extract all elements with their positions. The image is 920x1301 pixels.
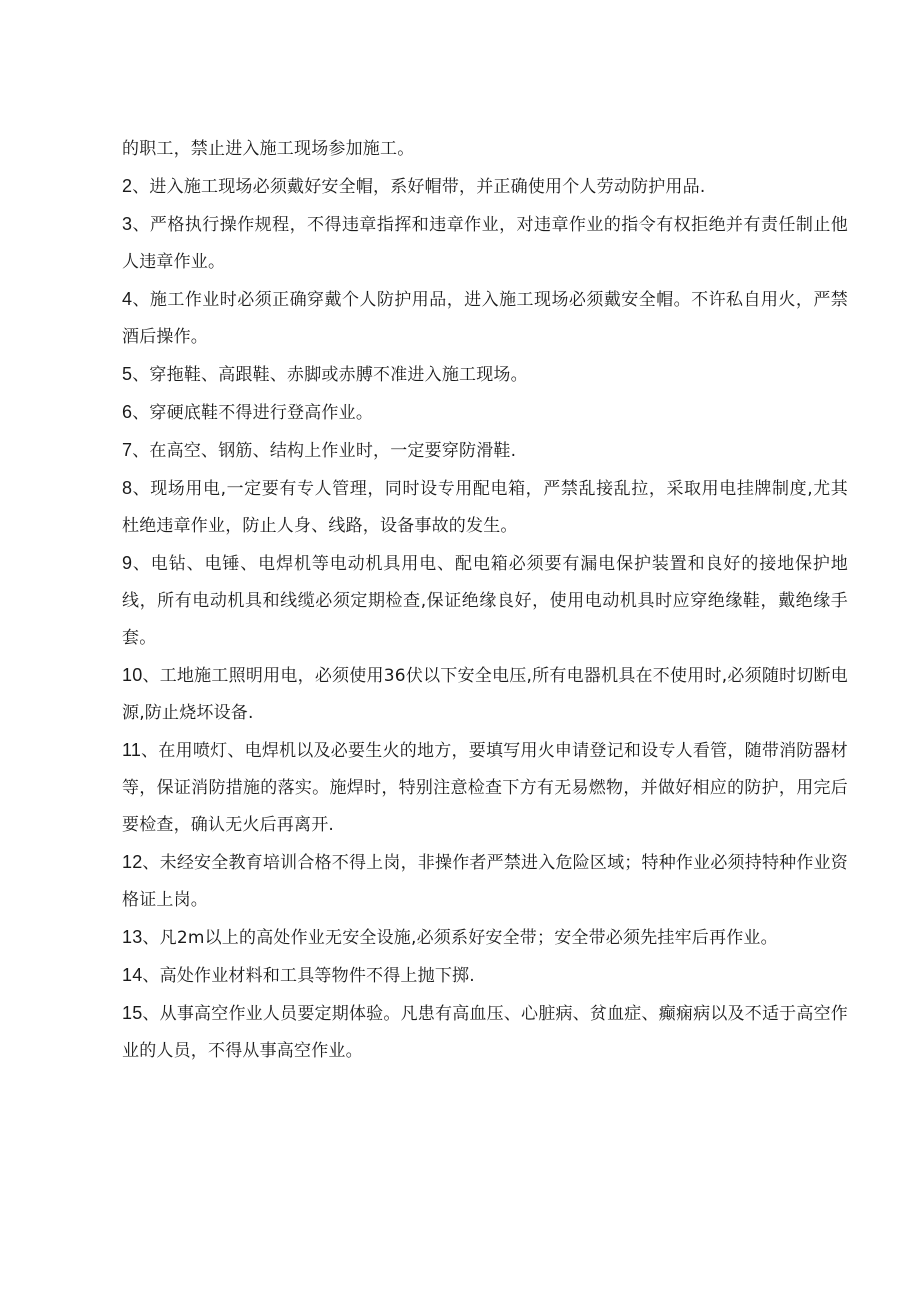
rule-item-14 (122, 957, 848, 995)
paragraph-number: 13 (122, 927, 143, 947)
paragraph-number: 3 (122, 214, 133, 234)
safety-rules-text (122, 130, 848, 1070)
rule-item-11 (122, 732, 848, 844)
paragraph-number: 6 (122, 402, 133, 422)
paragraph-number: 2 (122, 176, 133, 196)
paragraph-number: 10 (122, 665, 143, 685)
paragraph-text: 、在高空、钢筋、结构上作业时，一定要穿防滑鞋. (132, 441, 517, 461)
paragraph-number: 4 (122, 289, 133, 309)
rule-item-12 (122, 844, 848, 919)
paragraph-number: 8 (122, 478, 133, 498)
rule-item-10 (122, 657, 848, 732)
rule-item-6 (122, 394, 848, 432)
paragraph-text: 、在用喷灯、电焊机以及必要生火的地方，要填写用火申请登记和设专人看管，随带消防器材等，保证消防措施的落实。施焊时，特别注意检查下方有无易燃物，并做好相应的防护，用完后要检查，确认无火后再离开. (122, 741, 848, 835)
paragraph-text: 、现场用电,一定要有专人管理，同时设专用配电箱，严禁乱接乱拉，采取用电挂牌制度,尤其杜绝违章作业，防止人身、线路，设备事故的发生。 (122, 479, 848, 536)
rule-item-2 (122, 168, 848, 206)
rule-item-8 (122, 470, 848, 545)
paragraph-text: 、未经安全教育培训合格不得上岗，非操作者严禁进入危险区域；特种作业必须持特种作业资格证上岗。 (122, 853, 848, 910)
paragraph-number: 7 (122, 440, 133, 460)
rule-item-9 (122, 545, 848, 657)
paragraph-text: 、工地施工照明用电，必须使用36伏以下安全电压,所有电器机具在不使用时,必须随时切断电源,防止烧坏设备. (122, 666, 848, 723)
rule-item-15 (122, 995, 848, 1070)
paragraph-text: 、高处作业材料和工具等物件不得上抛下掷. (142, 966, 475, 986)
rule-item-4 (122, 281, 848, 356)
paragraph-text: 、穿拖鞋、高跟鞋、赤脚或赤膊不准进入施工现场。 (132, 365, 528, 385)
paragraph-text: 、电钻、电锤、电焊机等电动机具用电、配电箱必须要有漏电保护装置和良好的接地保护地线，所有电动机具和线缆必须定期检查,保证绝缘良好，使用电动机具时应穿绝缘鞋，戴绝缘手套。 (122, 554, 848, 648)
paragraph-text: 、从事高空作业人员要定期体验。凡患有高血压、心脏病、贫血症、癫痫病以及不适于高空作业的人员，不得从事高空作业。 (122, 1004, 848, 1061)
paragraph-number: 5 (122, 364, 133, 384)
paragraph-number: 15 (122, 1003, 143, 1023)
paragraph-text: 的职工，禁止进入施工现场参加施工。 (122, 139, 415, 159)
rule-item-5 (122, 356, 848, 394)
paragraph-number: 12 (122, 852, 143, 872)
paragraph-text: 、严格执行操作规程，不得违章指挥和违章作业，对违章作业的指令有权拒绝并有责任制止他人违章作业。 (122, 215, 848, 272)
paragraph-number: 11 (122, 740, 142, 760)
paragraph-text: 、施工作业时必须正确穿戴个人防护用品，进入施工现场必须戴安全帽。不许私自用火，严禁酒后操作。 (122, 290, 848, 347)
paragraph-continuation (122, 130, 848, 168)
paragraph-number: 14 (122, 965, 143, 985)
paragraph-number: 9 (122, 553, 133, 573)
rule-item-13 (122, 919, 848, 957)
paragraph-text: 、进入施工现场必须戴好安全帽，系好帽带，并正确使用个人劳动防护用品. (132, 177, 706, 197)
paragraph-text: 、穿硬底鞋不得进行登高作业。 (132, 403, 374, 423)
rule-item-7 (122, 432, 848, 470)
rule-item-3 (122, 206, 848, 281)
paragraph-text: 、凡2m以上的高处作业无安全设施,必须系好安全带；安全带必须先挂牢后再作业。 (142, 928, 778, 948)
